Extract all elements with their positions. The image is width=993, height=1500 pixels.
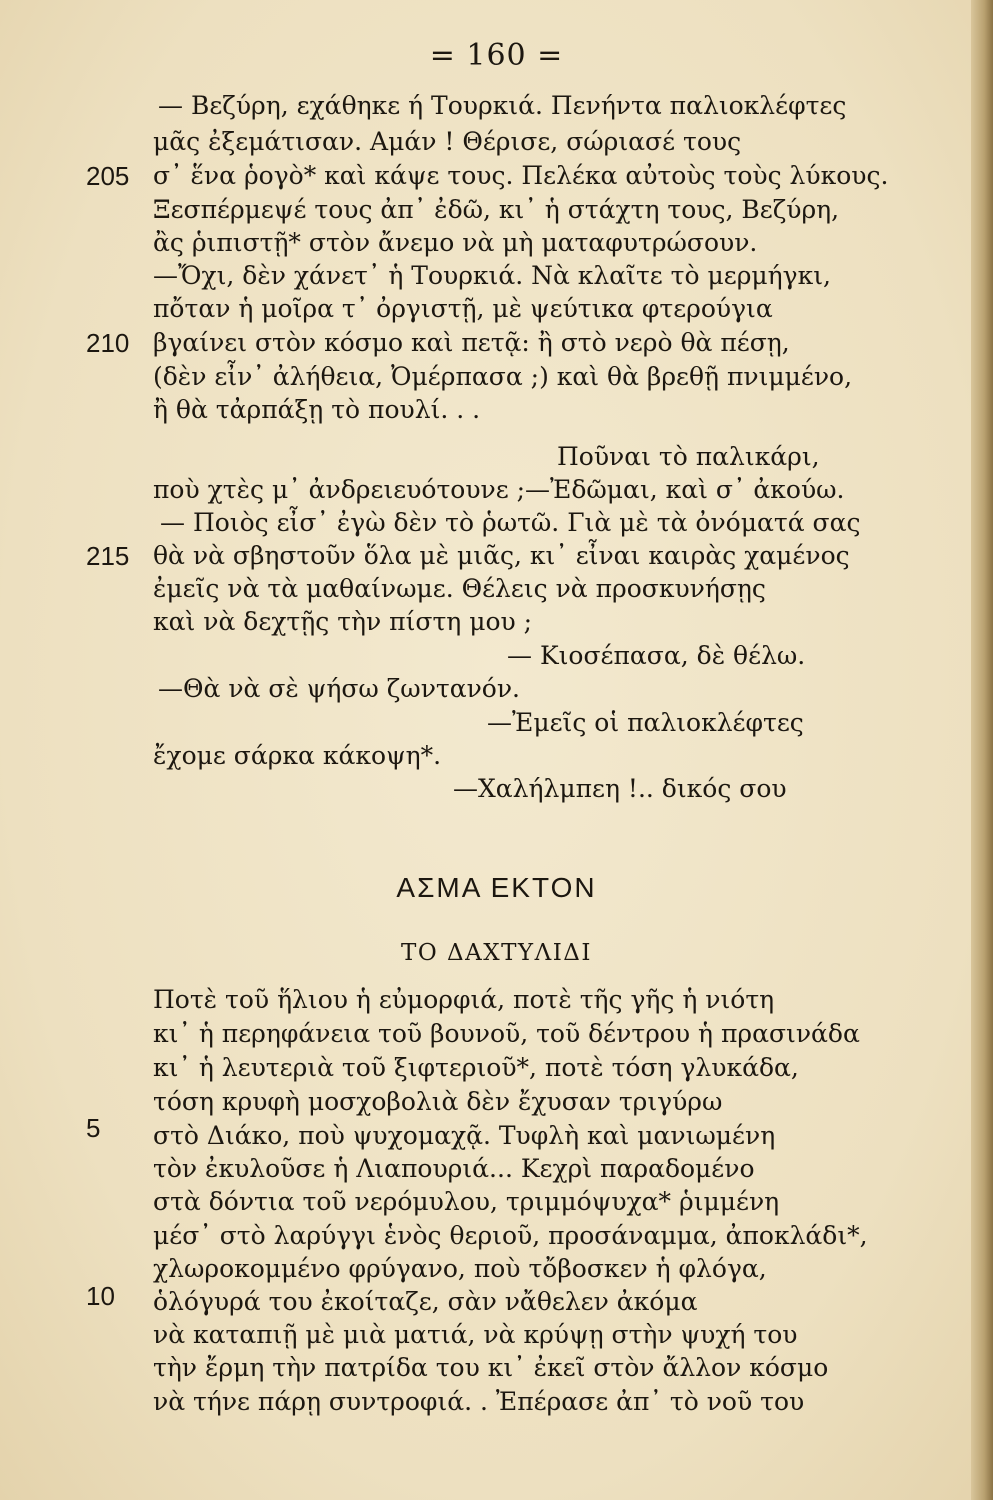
line-number: 215 — [86, 541, 130, 571]
verse-line: Ποτὲ τοῦ ἥλιου ἡ εὐμορφιά, ποτὲ τῆς γῆς ἡ νιότη — [153, 985, 775, 1014]
line-number: 205 — [86, 161, 130, 191]
song-title: ΑΣΜΑ ΕΚΤΟΝ — [396, 872, 597, 903]
verse-line: τὴν ἔρμη τὴν πατρίδα του κι᾽ ἐκεῖ στὸν ἄλλον κόσμο — [153, 1353, 829, 1382]
verse-line: — Κιοσέπασα, δὲ θέλω. — [507, 641, 806, 670]
verse-line: μᾶς ἐξεμάτισαν. Αμάν ! Θέρισε, σώριασέ τους — [153, 127, 742, 156]
verse-line: νὰ τήνε πάρῃ συντροφιά. . Ἐπέρασε ἀπ᾽ τὸ νοῦ του — [153, 1387, 805, 1416]
line-number: 5 — [86, 1113, 101, 1143]
verse-line: ἐμεῖς νὰ τὰ μαθαίνωμε. Θέλεις νὰ προσκυνήσῃς — [153, 574, 766, 603]
verse-line: —Ἐμεῖς οἱ παλιοκλέφτες — [487, 708, 804, 737]
verse-line: βγαίνει στὸν κόσμο καὶ πετᾷ: ἢ στὸ νερὸ θὰ πέσῃ, — [153, 328, 790, 357]
verse-line: ποὺ χτὲς μ᾽ ἀνδρειευότουνε ;—Ἐδῶμαι, καὶ σ᾽ ἀκούω. — [153, 475, 845, 504]
verse-line: σ᾽ ἕνα ῥογὸ* καὶ κάψε τους. Πελέκα αὐτοὺς τοὺς λύκους. — [153, 161, 889, 190]
verse-line: ἂς ῥιπιστῇ* στὸν ἄνεμο νὰ μὴ ματαφυτρώσουν. — [153, 228, 758, 257]
verse-line: χλωροκομμένο φρύγανο, ποὺ τὄβοσκεν ἡ φλόγα, — [153, 1254, 767, 1283]
verse-line: — Βεζύρη, εχάθηκε ή Τουρκιά. Πενήντα παλιοκλέφτες — [158, 91, 847, 120]
verse-line: ἔχομε σάρκα κάκοψη*. — [153, 741, 442, 770]
verse-line: κι᾽ ἡ λευτεριὰ τοῦ ξιφτεριοῦ*, ποτὲ τόση γλυκάδα, — [153, 1053, 799, 1082]
verse-line: στὰ δόντια τοῦ νερόμυλου, τριμμόψυχα* ῥιμμένη — [153, 1187, 780, 1216]
verse-line: ἢ θὰ τἀρπάξῃ τὸ πουλί. . . — [153, 395, 481, 424]
verse-line: μέσ᾽ στὸ λαρύγγι ἑνὸς θεριοῦ, προσάναμμα, ἀποκλάδι*, — [153, 1221, 868, 1250]
line-number: 210 — [86, 328, 130, 358]
verse-line: τόση κρυφὴ μοσχοβολιὰ δὲν ἔχυσαν τριγύρω — [153, 1087, 723, 1116]
verse-line: τὸν ἐκυλοῦσε ἡ Λιαπουριά... Κεχρὶ παραδομένο — [153, 1154, 755, 1183]
verse-line: —Ὄχι, δὲν χάνετ᾽ ἡ Τουρκιά. Νὰ κλαῖτε τὸ μερμήγκι, — [153, 261, 831, 290]
verse-line: νὰ καταπιῇ μὲ μιὰ ματιά, νὰ κρύψῃ στὴν ψυχή του — [153, 1320, 798, 1349]
verse-line: πὄταν ἡ μοῖρα τ᾽ ὀργιστῇ, μὲ ψεύτικα φτερούγια — [153, 294, 773, 323]
verse-line: ὁλόγυρά του ἐκοίταζε, σὰν νἄθελεν ἀκόμα — [153, 1287, 698, 1316]
poem-title: ΤΟ ΔΑΧΤΥΛΙΔΙ — [400, 940, 593, 966]
verse-line: στὸ Διάκο, ποὺ ψυχομαχᾷ. Τυφλὴ καὶ μανιωμένη — [153, 1121, 776, 1150]
verse-line: —Χαλήλμπεη !.. δικός σου — [453, 774, 787, 803]
line-number: 10 — [86, 1281, 115, 1311]
verse-line: θὰ νὰ σβηστοῦν ὅλα μὲ μιᾶς, κι᾽ εἶναι καιρὰς χαμένος — [153, 541, 850, 570]
page-binding-edge — [971, 0, 993, 1500]
verse-line: Ξεσπέρμεψέ τους ἀπ᾽ ἐδῶ, κι᾽ ἡ στάχτη τους, Βεζύρη, — [153, 195, 840, 224]
verse-line: καὶ νὰ δεχτῇς τὴν πίστη μου ; — [153, 607, 533, 636]
verse-line: (δὲν εἶν᾽ ἀλήθεια, Ὀμέρπασα ;) καὶ θὰ βρεθῇ πνιμμένο, — [153, 362, 853, 391]
verse-line: κι᾽ ἡ περηφάνεια τοῦ βουνοῦ, τοῦ δέντρου ἡ πρασινάδα — [153, 1019, 860, 1048]
verse-line: Ποῦναι τὸ παλικάρι, — [557, 442, 820, 471]
verse-line: —Θὰ νὰ σὲ ψήσω ζωντανόν. — [158, 674, 520, 703]
page-number: = 160 = — [429, 38, 564, 73]
verse-line: — Ποιὸς εἶσ᾽ ἐγὼ δὲν τὸ ῥωτῶ. Γιὰ μὲ τὰ ὀνόματά σας — [160, 508, 861, 537]
